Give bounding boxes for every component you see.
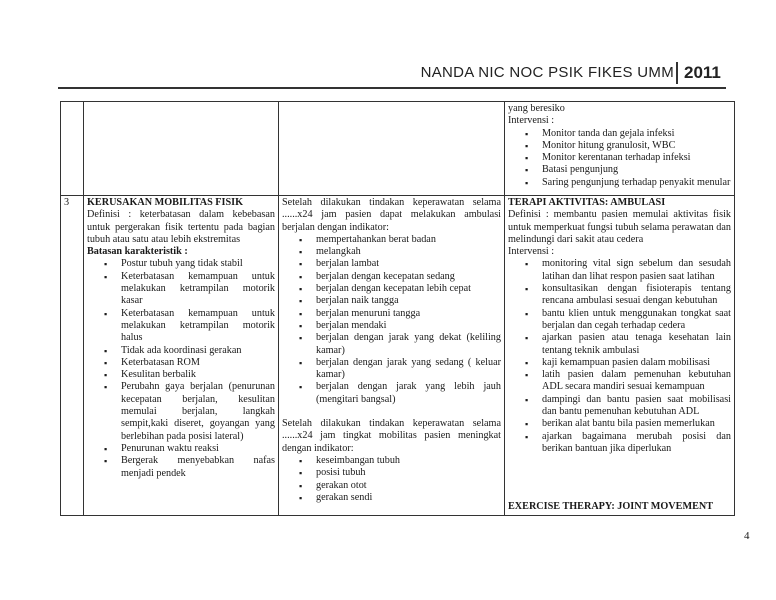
ambulation-indicator-list: [282, 234, 501, 406]
table-row: [61, 196, 735, 516]
batasan-label: Batasan karakteristik :: [87, 246, 188, 258]
list-item: ▪ Monitor hitung granulosit, WBC: [542, 140, 731, 152]
intervention-cell: [505, 102, 735, 196]
list-item: ▪ ajarkan bagaimana merubah posisi dan berikan bantuan jika diperlukan: [542, 431, 731, 456]
continued-line: yang beresiko: [508, 103, 565, 114]
list-item: ▪ dampingi dan bantu pasien saat mobilisasi dan bantu pemenuhan kebutuhan ADL: [542, 394, 731, 419]
ambulation-intervention-list: [508, 258, 731, 455]
list-item: ▪ keseimbangan tubuh: [316, 455, 501, 467]
list-item: ▪ ajarkan pasien atau tenaga kesehatan lain tentang teknik ambulasi: [542, 332, 731, 357]
list-item: ▪ monitoring vital sign sebelum dan sesudah latihan dan lihat respon pasien saat latihan: [542, 258, 731, 283]
diagnosis-cell: [84, 196, 279, 516]
list-item: ▪ Keterbatasan kemampuan untuk melakukan ketrampilan motorik kasar: [121, 271, 275, 308]
list-item: ▪ gerakan otot: [316, 480, 501, 492]
list-item: ▪ berjalan dengan jarak yang lebih jauh (mengitari bangsal): [316, 381, 501, 406]
intervensi-label: Intervensi :: [508, 115, 555, 127]
intervention-title: TERAPI AKTIVITAS: AMBULASI: [508, 197, 666, 208]
list-item: ▪ Postur tubuh yang tidak stabil: [121, 258, 275, 270]
list-item: ▪ Monitor kerentanan terhadap infeksi: [542, 152, 731, 164]
exercise-therapy-heading: EXERCISE THERAPY: JOINT MOVEMENT: [508, 500, 714, 512]
intervention-definition: Definisi : membantu pasien memulai aktivitas fisik untuk memperkuat fungsi tubuh selama perawatan dan melindungi dari sakit atau cedera: [508, 209, 731, 245]
intervention-cell: [505, 196, 735, 516]
list-item: ▪ berjalan menuruni tangga: [316, 308, 501, 320]
list-item: ▪ berjalan dengan kecepatan lebih cepat: [316, 283, 501, 295]
batasan-list: [87, 258, 275, 479]
outcome-cell: [279, 102, 505, 196]
list-item: ▪ melangkah: [316, 246, 501, 258]
list-item: ▪ berjalan dengan jarak yang dekat (keliling kamar): [316, 332, 501, 357]
spacer: [282, 406, 501, 418]
page-header: [0, 62, 776, 86]
header-rule: [58, 87, 726, 89]
outcome-cell: [279, 196, 505, 516]
list-item: ▪ Keterbatasan kemampuan untuk melakukan ketrampilan motorik halus: [121, 308, 275, 345]
mobility-indicator-list: [282, 455, 501, 504]
list-item: ▪ Bergerak menyebabkan nafas menjadi pendek: [121, 455, 275, 480]
list-item: ▪ Monitor tanda dan gejala infeksi: [542, 128, 731, 140]
nanda-table: [60, 101, 735, 516]
number-cell: [61, 102, 84, 196]
list-item: ▪ berjalan lambat: [316, 258, 501, 270]
list-item: ▪ Saring pengunjung terhadap penyakit menular: [542, 177, 731, 189]
diagnosis-definition: Definisi : keterbatasan dalam kebebasan untuk pergerakan fisik tertentu pada bagian tubuh atau satu atau lebih ekstremitas: [87, 209, 275, 245]
list-item: ▪ kaji kemampuan pasien dalam mobilisasi: [542, 357, 731, 369]
list-item: ▪ Penurunan waktu reaksi: [121, 443, 275, 455]
list-item: ▪ berjalan dengan jarak yang sedang ( keluar kamar): [316, 357, 501, 382]
outcome-intro-mobility: Setelah dilakukan tindakan keperawatan selama ......x24 jam tingkat mobilitas pasien meningkat dengan indikator:: [282, 418, 501, 454]
list-item: ▪ berjalan naik tangga: [316, 295, 501, 307]
infection-interventions-list: [508, 128, 731, 189]
list-item: ▪ berikan alat bantu bila pasien memerlukan: [542, 418, 731, 430]
list-item: ▪ berjalan mendaki: [316, 320, 501, 332]
page-number: 4: [744, 530, 750, 542]
list-item: ▪ gerakan sendi: [316, 492, 501, 504]
header-year: 2011: [684, 63, 721, 82]
list-item: ▪ Kesulitan berbalik: [121, 369, 275, 381]
list-item: ▪ berjalan dengan kecepatan sedang: [316, 271, 501, 283]
list-item: ▪ Perubahn gaya berjalan (penurunan kecepatan berjalan, kesulitan memulai berjalan, langkah sempit,kaki diseret, goyangan yang berlebihan pada posisi lateral): [121, 381, 275, 442]
table-row: [61, 102, 735, 196]
diagnosis-cell: [84, 102, 279, 196]
outcome-intro-ambulation: Setelah dilakukan tindakan keperawatan selama ......x24 jam pasien dapat melakukan ambulasi berjalan dengan indikator:: [282, 197, 501, 233]
list-item: ▪ bantu klien untuk menggunakan tongkat saat berjalan dan cegah terhadap cedera: [542, 308, 731, 333]
diagnosis-title: KERUSAKAN MOBILITAS FISIK: [87, 197, 244, 208]
list-item: ▪ Keterbatasan ROM: [121, 357, 275, 369]
number-cell: 3: [61, 196, 84, 516]
header-separator: [676, 62, 678, 84]
intervensi-label: Intervensi :: [508, 246, 555, 258]
header-title: NANDA NIC NOC PSIK FIKES UMM: [420, 64, 674, 81]
list-item: ▪ Batasi pengunjung: [542, 164, 731, 176]
list-item: ▪ mempertahankan berat badan: [316, 234, 501, 246]
list-item: ▪ latih pasien dalam pemenuhan kebutuhan ADL secara mandiri sesuai kemampuan: [542, 369, 731, 394]
list-item: ▪ Tidak ada koordinasi gerakan: [121, 345, 275, 357]
list-item: ▪ konsultasikan dengan fisioterapis tentang rencana ambulasi sesuai dengan kebutuhan: [542, 283, 731, 308]
list-item: ▪ posisi tubuh: [316, 467, 501, 479]
